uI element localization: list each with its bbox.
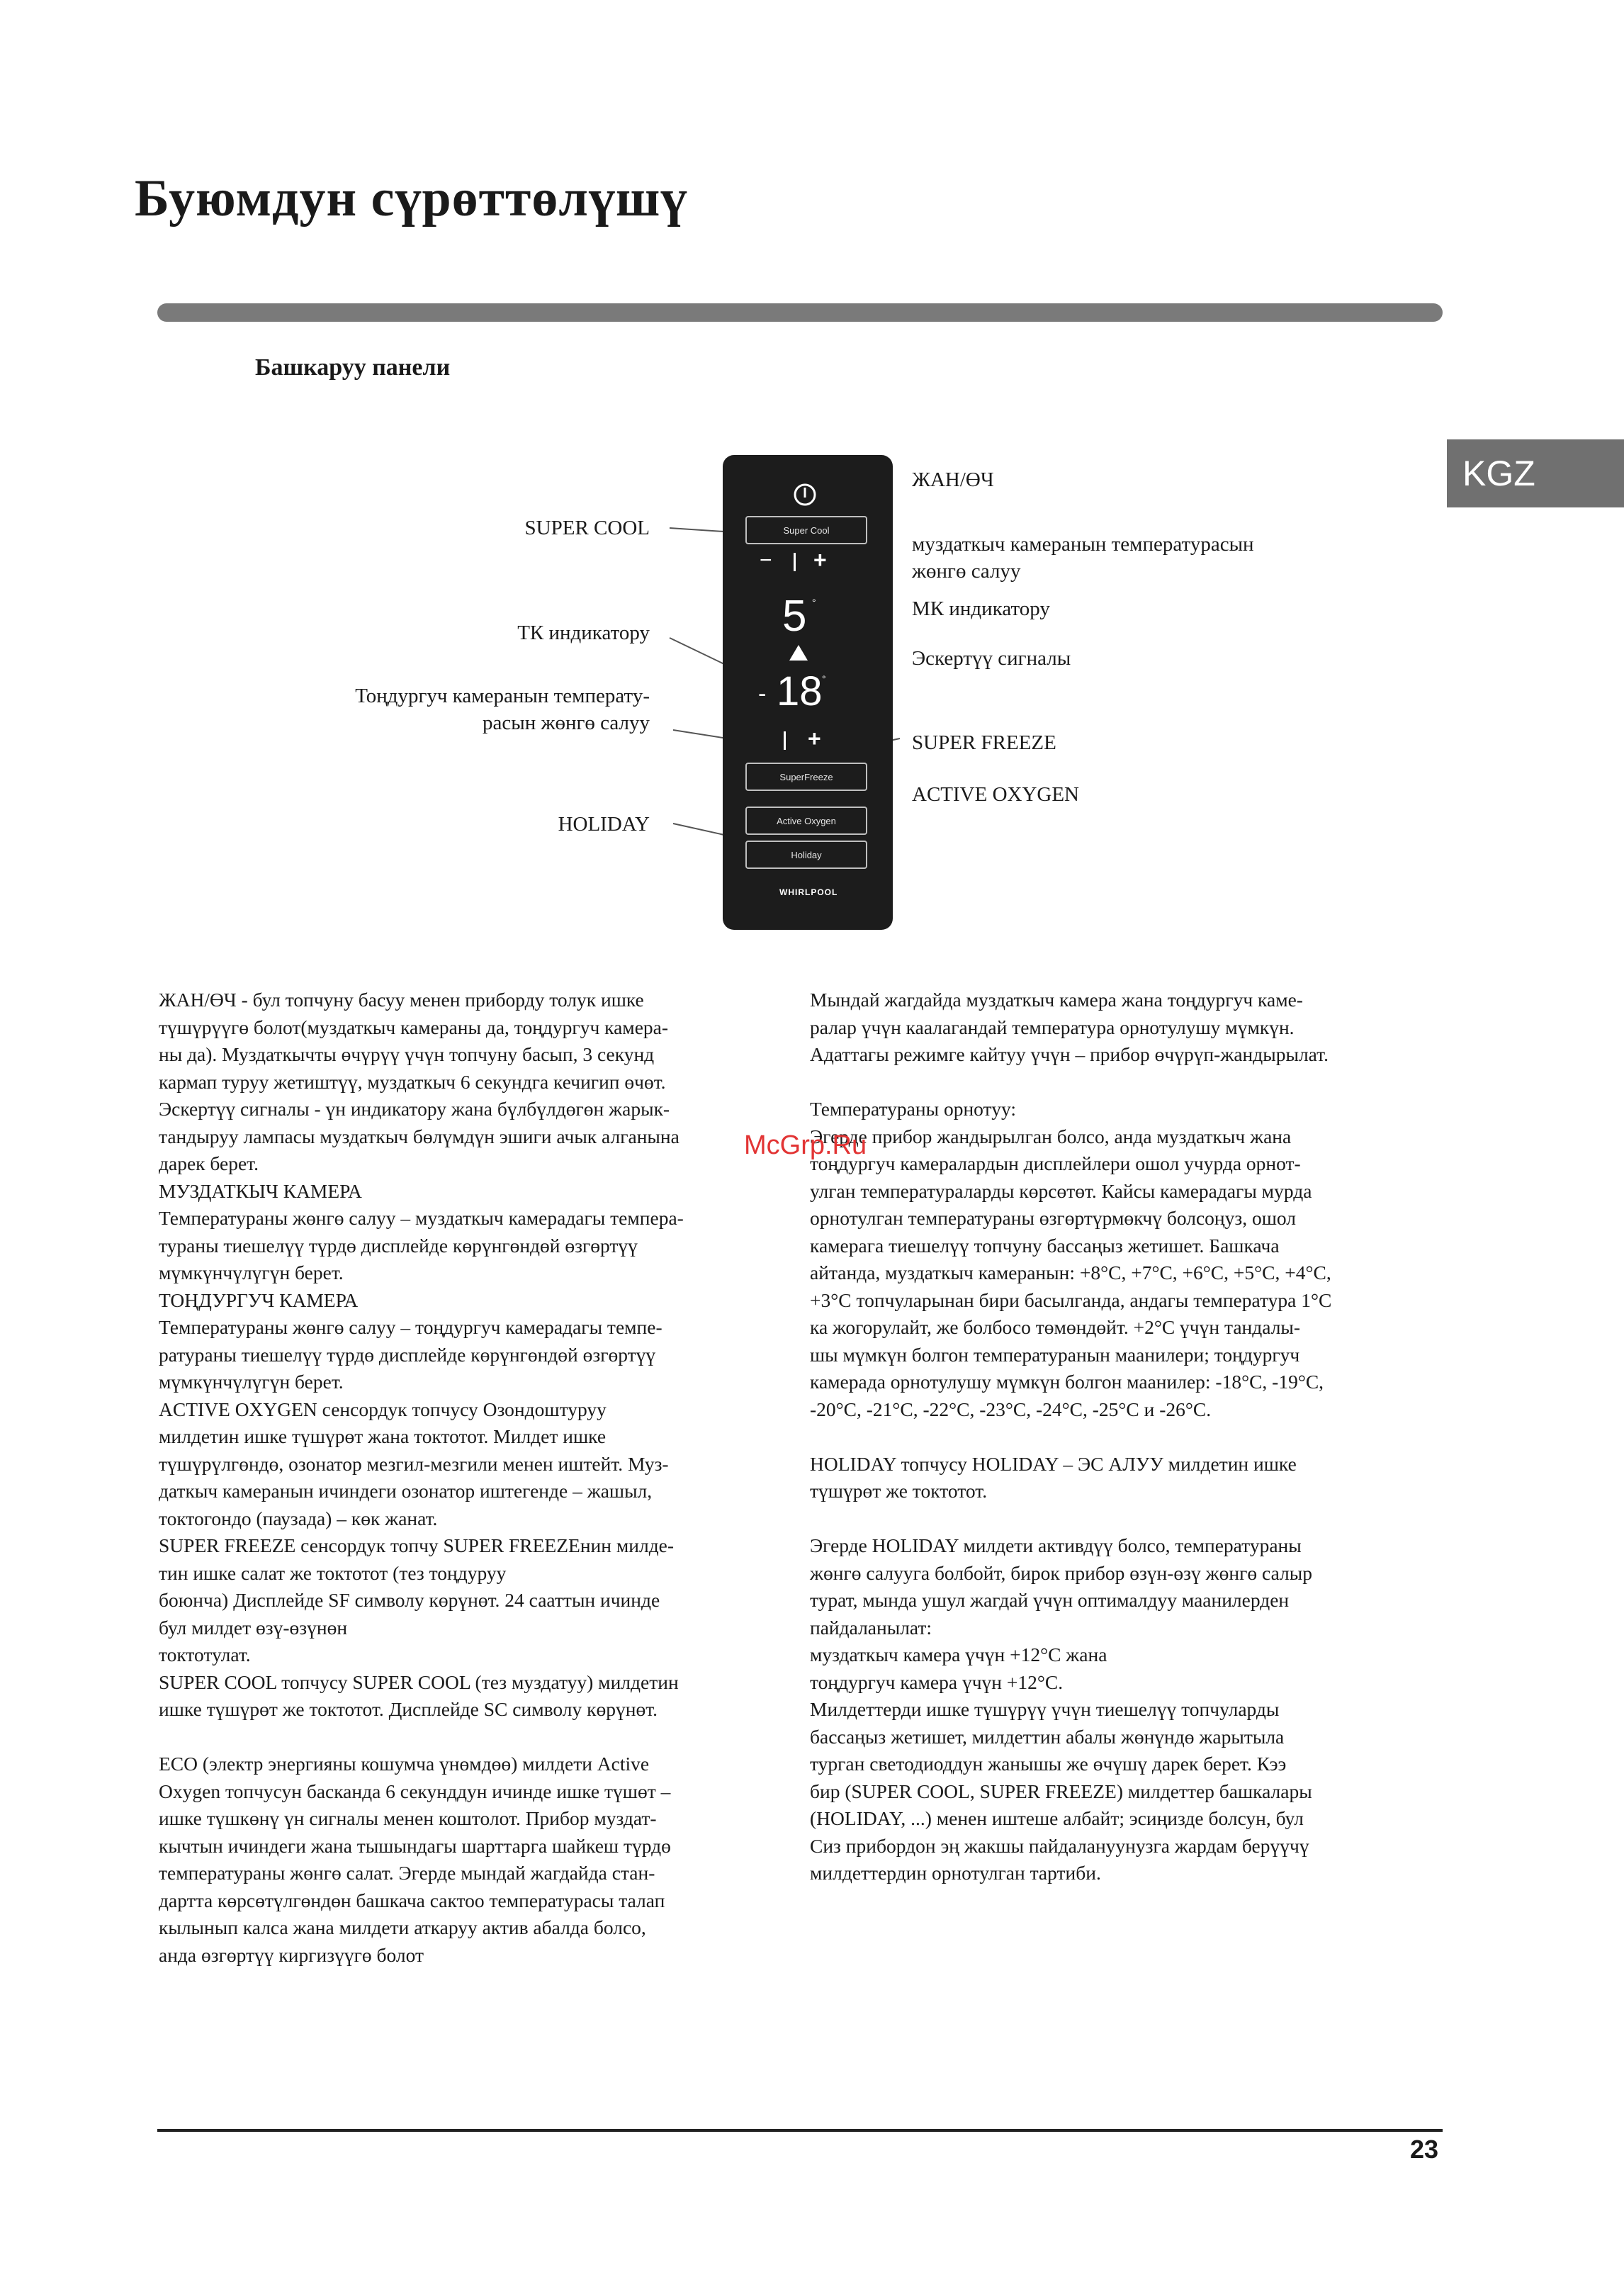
text-line: бул милдет өзү-өзүнөн	[159, 1616, 348, 1639]
label-fridge-temp-set-2: жөнгө салуу	[912, 560, 1021, 583]
text-line: Милдеттерди ишке түшүрүү үчүн тиешелүү топчуларды	[810, 1698, 1280, 1720]
text-line: ны да). Муздаткычты өчүрүү үчүн топчуну басып, 3 секунд	[159, 1043, 655, 1065]
text-line: камерада орнотулушу мүмкүн болгон маанилер: -18°C, -19°C,	[810, 1371, 1324, 1393]
text-line: кармап туруу жетиштүү, муздаткыч 6 секундга кечигип өчөт.	[159, 1070, 666, 1093]
text-line: бассаңыз жетишет, милдеттин абалы жөнүндө жарытыла	[810, 1725, 1285, 1748]
text-line: милдетин ишке түшүрөт жана токтотот. Милдет ишке	[159, 1425, 607, 1447]
fridge-minus-button[interactable]: −	[760, 549, 772, 572]
text-line: кычтын ичиндеги жана тышындагы шарттарга шайкеш түрдө	[159, 1834, 671, 1857]
label-mk-indicator: МК индикатору	[912, 597, 1050, 620]
freezer-degree-symbol: °	[822, 673, 826, 685]
text-line: дартта көрсөтүлгөндөн башкача сактоо температурасы талап	[159, 1889, 665, 1911]
language-tab: KGZ	[1447, 439, 1624, 507]
text-line: Адаттагы режимге кайтуу үчүн – прибор өчүрүп-жандырылат.	[810, 1043, 1329, 1065]
label-freezer-temp-set-1: Тоңдургуч камеранын температу-	[355, 685, 650, 707]
alarm-icon	[788, 644, 809, 662]
text-line: Эгерде HOLIDAY милдети активдүү болсо, температураны	[810, 1534, 1302, 1556]
paragraph-gap	[810, 1423, 1331, 1451]
text-line: милдеттердин орнотулган тартиби.	[810, 1862, 1101, 1884]
power-icon[interactable]	[792, 482, 818, 507]
paragraph-gap	[159, 1724, 684, 1751]
text-line: мүмкүнчүлүгүн берет.	[159, 1371, 344, 1393]
text-line: ишке түшкөнү үн сигналы менен коштолот. Прибор муздат-	[159, 1807, 657, 1829]
text-line: Oxygen топчусун басканда 6 секунддун ичинде ишке түшөт –	[159, 1780, 671, 1802]
text-line: ACTIVE OXYGEN сенсордук топчусу Озондоштуруу	[159, 1398, 607, 1420]
holiday-button[interactable]: Holiday	[745, 841, 867, 869]
text-line: SUPER FREEZE сенсордук топчу SUPER FREEZEнин милде-	[159, 1534, 675, 1556]
label-alarm: Эскертүү сигналы	[912, 647, 1071, 670]
text-line: түшүрүлгөндө, озонатор мезгил-мезгили менен иштейт. Муз-	[159, 1452, 669, 1475]
label-super-cool: SUPER COOL	[524, 517, 650, 539]
text-line: боюнча) Дисплейде SF символу көрүнөт. 24 сааттын ичинде	[159, 1589, 660, 1611]
section-heading: Башкаруу панели	[255, 354, 451, 381]
label-tk-indicator: ТК индикатору	[517, 622, 650, 644]
text-line: тин ишке салат же токтотот (тез тоңдуруу	[159, 1561, 507, 1584]
fridge-plus-button[interactable]: +	[813, 547, 827, 573]
freezer-temp-display: 18	[777, 668, 823, 714]
text-line: (HOLIDAY, ...) менен иштеше албайт; эсиңизде болсун, бул	[810, 1807, 1304, 1829]
footer-divider	[157, 2129, 1443, 2132]
text-line: орнотулган температураны өзгөртүрмөкчү болсоңуз, ошол	[810, 1207, 1297, 1229]
text-line: HOLIDAY топчусу HOLIDAY – ЭС АЛУУ милдетин ишке	[810, 1452, 1297, 1475]
text-line: ка жогорулайт, же болбосо төмөндөйт. +2°C үчүн тандалы-	[810, 1316, 1301, 1338]
label-fridge-temp-set-1: муздаткыч камеранын температурасын	[912, 533, 1254, 556]
text-line: муздаткыч камера үчүн +12°C жана	[810, 1644, 1107, 1665]
text-line: жөнгө салууга болбойт, бирок прибор өзүн-өзү жөнгө салыр	[810, 1561, 1312, 1584]
text-line: анда өзгөртүү киргизүүгө болот	[159, 1943, 424, 1966]
text-line: температураны жөнгө салат. Эгерде мындай жагдайда стан-	[159, 1862, 655, 1884]
text-line: ратураны тиешелүү түрдө дисплейде көрүнгөндөй өзгөртүү	[159, 1343, 656, 1366]
fridge-temp-display: 5	[782, 592, 807, 641]
text-line: Температураны жөнгө салуу – муздаткыч камерадагы темпера-	[159, 1207, 684, 1229]
text-line: тоңдургуч камералардын дисплейлери ошол учурда орнот-	[810, 1152, 1301, 1174]
label-freezer-temp-set-2: расын жөнгө салуу	[482, 712, 650, 734]
text-line: кылынып калса жана милдети аткаруу актив абалда болсо,	[159, 1916, 646, 1938]
text-line: турат, мында ушул жагдай үчүн оптималдуу маанилерден	[810, 1589, 1290, 1611]
text-line: пайдаланылат:	[810, 1616, 932, 1639]
text-line: Сиз прибордон эң жакшы пайдалануунузга жардам берүүчү	[810, 1834, 1309, 1857]
freezer-minus-sign: -	[758, 680, 767, 707]
text-line: Температураны жөнгө салуу – тоңдургуч камерадагы темпе-	[159, 1316, 662, 1338]
active-oxygen-button[interactable]: Active Oxygen	[745, 807, 867, 835]
brand-logo: WHIRLPOOL	[779, 887, 838, 897]
text-line: ишке түшүрөт же токтотот. Дисплейде SC символу көрүнөт.	[159, 1698, 658, 1720]
super-freeze-button[interactable]: SuperFreeze	[745, 763, 867, 791]
text-line: ТОҢДУРГУЧ КАМЕРА	[159, 1288, 359, 1311]
text-line: дарек берет.	[159, 1152, 259, 1174]
text-line: ралар үчүн каалагандай температура орнотулушу мүмкүн.	[810, 1016, 1295, 1038]
text-line: ЖАН/ӨЧ - бул топчуну басуу менен приборду толук ишке	[159, 989, 644, 1011]
text-line: мүмкүнчүлүгүн берет.	[159, 1262, 344, 1283]
label-holiday: HOLIDAY	[558, 813, 650, 836]
fridge-temp-divider	[794, 553, 796, 571]
watermark: McGrp.Ru	[744, 1130, 867, 1160]
text-line: шы мүмкүн болгон температуранын маанилери; тоңдургуч	[810, 1343, 1300, 1366]
text-line: токтогондо (паузада) – көк жанат.	[159, 1507, 438, 1529]
paragraph-gap	[810, 1069, 1331, 1096]
text-line: SUPER COOL топчусу SUPER COOL (тез муздатуу) милдетин	[159, 1670, 679, 1693]
text-line: +3°C топчуларынан бири басылганда, андагы температура 1°C	[810, 1288, 1332, 1311]
page-title: Буюмдун сүрөттөлүшү	[135, 169, 688, 227]
text-line: айтанда, муздаткыч камеранын: +8°C, +7°C, +6°C, +5°C, +4°C,	[810, 1262, 1331, 1283]
control-panel	[723, 455, 893, 930]
label-super-freeze: SUPER FREEZE	[912, 731, 1056, 754]
page-number: 23	[1410, 2135, 1439, 2164]
text-line: токтотулат.	[159, 1644, 251, 1665]
paragraph-gap	[810, 1505, 1331, 1533]
text-line: ECO (электр энергияны кошумча үнөмдөө) милдети Active	[159, 1753, 650, 1775]
freezer-plus-button[interactable]: +	[808, 726, 821, 751]
freezer-minus-button[interactable]	[784, 731, 786, 750]
text-line: тандыруу лампасы муздаткыч бөлүмдүн эшиги ачык алганына	[159, 1125, 680, 1147]
text-line: даткыч камеранын ичиндеги озонатор иштегенде – жашыл,	[159, 1480, 653, 1502]
super-cool-button[interactable]: Super Cool	[745, 516, 867, 544]
label-on-off: ЖАН/ӨЧ	[912, 468, 994, 491]
label-active-oxygen: ACTIVE OXYGEN	[912, 783, 1079, 806]
body-left-column	[159, 987, 684, 1969]
text-line: камерага тиешелүү топчуну бассаңыз жетишет. Башкача	[810, 1234, 1280, 1257]
text-line: бир (SUPER COOL, SUPER FREEZE) милдеттер башкалары	[810, 1780, 1312, 1802]
fridge-degree-symbol: °	[812, 597, 816, 608]
text-line: турган светодиоддун жанышы же өчүшү дарек берет. Кээ	[810, 1753, 1287, 1775]
text-line: Эгерде прибор жандырылган болсо, анда муздаткыч жана	[810, 1125, 1292, 1147]
text-line: тураны тиешелүү түрдө дисплейде көрүнгөндөй өзгөртүү	[159, 1234, 638, 1257]
text-line: тоңдургуч камера үчүн +12°C.	[810, 1670, 1064, 1693]
text-line: МУЗДАТКЫЧ КАМЕРА	[159, 1179, 362, 1202]
body-right-column	[810, 987, 1331, 1887]
text-line: Мындай жагдайда муздаткыч камера жана тоңдургуч каме-	[810, 989, 1303, 1011]
text-line: Температураны орнотуу:	[810, 1098, 1016, 1120]
text-line: түшүрүүгө болот(муздаткыч камераны да, тоңдургуч камера-	[159, 1016, 669, 1038]
text-line: улган температураларды көрсөтөт. Кайсы камерадагы мурда	[810, 1179, 1312, 1202]
text-line: түшүрөт же токтотот.	[810, 1480, 988, 1502]
text-line: Эскертүү сигналы - үн индикатору жана бүлбүлдөгөн жарык-	[159, 1098, 670, 1120]
text-line: -20°C, -21°C, -22°C, -23°C, -24°C, -25°C и -26°C.	[810, 1398, 1212, 1420]
